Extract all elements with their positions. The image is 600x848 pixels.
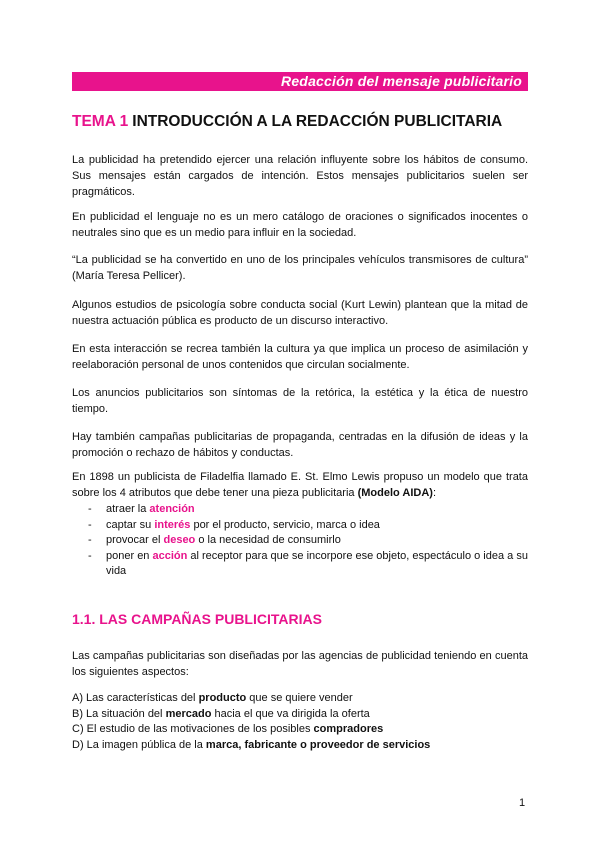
aspect-text: D) La imagen pública de la bbox=[72, 738, 206, 751]
aida-keyword: interés bbox=[154, 518, 191, 531]
header-title: Redacción del mensaje publicitario bbox=[281, 73, 522, 89]
aida-intro-text: En 1898 un publicista de Filadelfia llamado E. St. Elmo Lewis propuso un modelo que trata sobre los 4 atributos que debe tener una pieza publicitaria bbox=[72, 471, 528, 499]
aspect-keyword: producto bbox=[198, 692, 247, 704]
aida-model-name: (Modelo AIDA) bbox=[357, 487, 433, 499]
tema-title: INTRODUCCIÓN A LA REDACCIÓN PUBLICITARIA bbox=[132, 113, 503, 130]
aspect-text: que se quiere vender bbox=[246, 692, 353, 704]
aida-item-text: poner en bbox=[106, 549, 153, 562]
aida-item-text: por el producto, servicio, marca o idea bbox=[190, 518, 380, 531]
paragraph-3: “La publicidad se ha convertido en uno de los principales vehículos transmisores de cultura” (María Teresa Pellicer). bbox=[72, 254, 528, 282]
aspect-text: C) El estudio de las motivaciones de los posibles bbox=[72, 723, 314, 735]
aspect-text: B) La situación del bbox=[72, 707, 166, 720]
paragraph-5: En esta interacción se recrea también la cultura ya que implica un proceso de asimilación y reelaboración personal de unos contenidos que circulan socialmente. bbox=[72, 343, 528, 371]
tema-number: TEMA 1 bbox=[72, 113, 129, 130]
aida-item-text: al receptor para que se incorpore ese objeto, espectáculo o idea a su vida bbox=[106, 549, 528, 577]
aida-item-atencion bbox=[88, 502, 528, 518]
header-bar bbox=[72, 72, 528, 91]
paragraph-2: En publicidad el lenguaje no es un mero catálogo de oraciones o significados inocentes o neutrales sino que es un medio para influir en la sociedad. bbox=[72, 211, 528, 239]
page-number: 1 bbox=[519, 797, 526, 809]
aspects-list bbox=[72, 691, 528, 753]
aspect-keyword: mercado bbox=[165, 707, 212, 720]
paragraph-1: La publicidad ha pretendido ejercer una relación influyente sobre los hábitos de consumo. Sus mensajes están cargados de intención. Estos mensajes publicitarios suelen ser pragmáticos. bbox=[72, 154, 528, 198]
aida-intro bbox=[72, 469, 528, 501]
aspect-keyword: compradores bbox=[313, 723, 384, 735]
aspect-item bbox=[72, 738, 528, 754]
aida-keyword: deseo bbox=[163, 534, 196, 546]
section-heading: 1.1. LAS CAMPAÑAS PUBLICITARIAS bbox=[72, 611, 322, 627]
aida-keyword: acción bbox=[152, 549, 188, 562]
aspect-keyword: marca, fabricante o proveedor de servicios bbox=[205, 738, 431, 751]
aspect-text: hacia el que va dirigida la oferta bbox=[211, 707, 370, 720]
aida-item-deseo bbox=[88, 533, 528, 549]
paragraph-6: Los anuncios publicitarios son síntomas de la retórica, la estética y la ética de nuestro tiempo. bbox=[72, 387, 528, 415]
tema-heading bbox=[72, 113, 502, 131]
paragraph-7: Hay también campañas publicitarias de propaganda, centradas en la difusión de ideas y la promoción o rechazo de hábitos y conductas. bbox=[72, 431, 528, 459]
aida-item-text: o la necesidad de consumirlo bbox=[195, 534, 341, 546]
aida-keyword: atención bbox=[149, 503, 195, 515]
aida-list bbox=[88, 502, 528, 580]
aida-item-interes bbox=[88, 518, 528, 534]
aida-item-text: captar su bbox=[106, 518, 155, 531]
aspect-item bbox=[72, 691, 528, 707]
aida-item-text: atraer la bbox=[106, 503, 150, 515]
aspect-text: A) Las características del bbox=[72, 692, 199, 704]
aida-intro-end: : bbox=[432, 487, 436, 499]
aspect-item bbox=[72, 722, 528, 738]
section-intro: Las campañas publicitarias son diseñadas por las agencias de publicidad teniendo en cuenta los siguientes aspectos: bbox=[72, 650, 528, 678]
aida-item-text: provocar el bbox=[106, 534, 164, 546]
aspect-item bbox=[72, 707, 528, 723]
aida-item-accion bbox=[88, 549, 528, 580]
paragraph-4: Algunos estudios de psicología sobre conducta social (Kurt Lewin) plantean que la mitad de nuestra actuación pública es producto de un discurso interactivo. bbox=[72, 299, 528, 327]
